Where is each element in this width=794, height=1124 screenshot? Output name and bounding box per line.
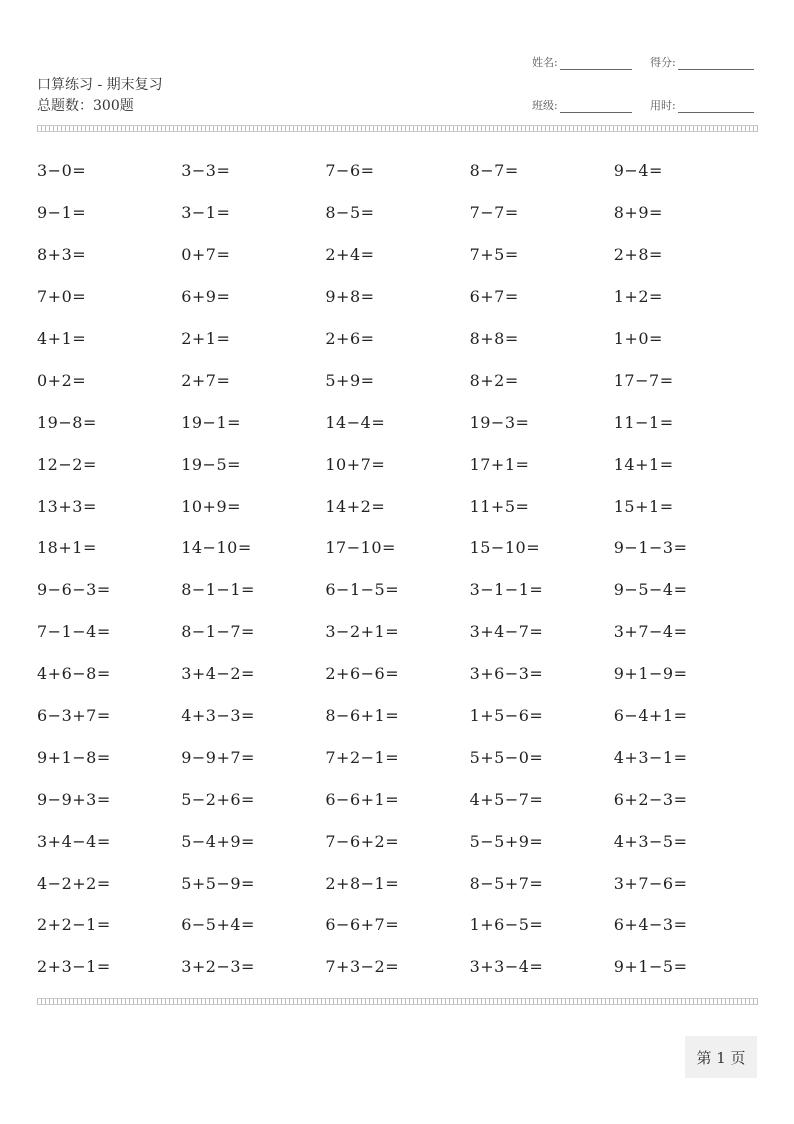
problem-item: 8+3= (37, 245, 87, 265)
problem-item: 15+1= (613, 496, 674, 516)
problem-item: 13+3= (37, 496, 97, 516)
problem-item: 17−7= (613, 370, 674, 390)
problem-item: 6−6+1= (325, 789, 400, 809)
problem-item: 12−2= (37, 454, 97, 474)
problem-item: 7−1−4= (37, 622, 111, 642)
problem-row (37, 653, 758, 695)
problem-item: 1+0= (613, 329, 663, 348)
problem-item: 9+1−5= (613, 957, 688, 977)
problem-item: 7−7= (469, 203, 519, 223)
problem-item: 9−4= (613, 161, 663, 181)
problem-item: 4+3−3= (181, 706, 255, 726)
problem-item: 10+9= (181, 496, 242, 516)
class-blank[interactable] (560, 100, 632, 113)
problem-item: 9−9+3= (37, 789, 111, 809)
problem-row (37, 318, 758, 360)
problem-row (37, 695, 758, 737)
problem-item: 0+2= (37, 370, 87, 390)
score-field[interactable] (650, 54, 754, 70)
time-blank[interactable] (678, 100, 754, 113)
problem-item: 5+5−0= (469, 747, 544, 767)
problem-item: 4+3−1= (613, 747, 688, 767)
problem-row (37, 401, 758, 443)
problem-item: 1+2= (613, 287, 663, 307)
problem-item: 8−7= (469, 161, 519, 181)
problem-item: 7−6= (325, 161, 375, 181)
problem-item: 6−1−5= (325, 580, 400, 600)
problem-item: 8+9= (613, 203, 663, 223)
name-blank[interactable] (560, 57, 632, 70)
problem-item: 3+4−2= (181, 664, 255, 684)
problem-item: 2+1= (181, 329, 231, 348)
problem-item: 5+5−9= (181, 873, 255, 893)
score-blank[interactable] (678, 57, 754, 70)
score-label: 得分: (650, 56, 676, 69)
problem-item: 15−10= (469, 538, 541, 558)
problem-row (37, 150, 758, 192)
problem-item: 11+5= (469, 496, 530, 516)
problem-item: 14−10= (181, 538, 252, 558)
problem-item: 6+7= (469, 287, 519, 307)
problem-item: 0+7= (181, 245, 231, 265)
problem-item: 19−3= (469, 412, 530, 432)
problem-item: 9−9+7= (181, 747, 255, 767)
problem-item: 6−5+4= (181, 915, 255, 935)
problem-item: 3−1−1= (469, 580, 544, 600)
problem-item: 8−5= (325, 203, 375, 223)
problem-item: 9+1−9= (613, 664, 688, 684)
problem-row (37, 946, 758, 988)
problem-item: 9−1= (37, 203, 87, 223)
top-divider (37, 125, 758, 132)
problem-item: 4−2+2= (37, 873, 111, 893)
problem-row (37, 359, 758, 401)
class-label: 班级: (532, 99, 558, 112)
problem-row (37, 820, 758, 862)
problem-item: 7−6+2= (325, 831, 400, 851)
problem-row (37, 443, 758, 485)
problem-item: 8−5+7= (469, 873, 544, 893)
problem-item: 19−1= (181, 412, 242, 432)
problem-row (37, 276, 758, 318)
problem-row (37, 192, 758, 234)
problem-item: 8−1−1= (181, 580, 255, 600)
problem-item: 18+1= (37, 538, 97, 558)
problem-item: 3+7−4= (613, 622, 688, 642)
problem-item: 6−4+1= (613, 706, 688, 726)
problem-grid (37, 150, 758, 988)
problem-item: 5+9= (325, 370, 375, 390)
problem-item: 5−5+9= (469, 831, 544, 851)
problem-item: 2+8= (613, 245, 663, 265)
problem-item: 1+6−5= (469, 915, 544, 935)
page-number: 第 1 页 (685, 1036, 757, 1078)
problem-item: 4+6−8= (37, 664, 111, 684)
problem-item: 17−10= (325, 538, 396, 558)
problem-row (37, 778, 758, 820)
problem-item: 9+8= (325, 287, 375, 307)
problem-item: 9−1−3= (613, 538, 688, 558)
problem-item: 10+7= (325, 454, 386, 474)
problem-item: 6+4−3= (613, 915, 688, 935)
problem-item: 3−3= (181, 161, 231, 181)
time-field[interactable] (650, 97, 754, 113)
problem-item: 4+3−5= (613, 831, 688, 851)
problem-item: 2+2−1= (37, 915, 111, 935)
problem-item: 9+1−8= (37, 747, 111, 767)
problem-item: 19−5= (181, 454, 242, 474)
problem-item: 3+4−7= (469, 622, 544, 642)
problem-item: 7+0= (37, 287, 87, 307)
problem-item: 7+2−1= (325, 747, 400, 767)
problem-item: 3−1= (181, 203, 231, 223)
worksheet-title: 口算练习 - 期末复习 (37, 77, 163, 93)
name-field[interactable] (532, 54, 632, 70)
problem-item: 2+6−6= (325, 664, 400, 684)
problem-item: 6−6+7= (325, 915, 400, 935)
problem-item: 2+4= (325, 245, 375, 265)
problem-item: 3−0= (37, 161, 87, 181)
problem-item: 5−2+6= (181, 789, 255, 809)
bottom-divider (37, 998, 758, 1005)
problem-item: 2+6= (325, 329, 375, 348)
problem-item: 9−5−4= (613, 580, 688, 600)
problem-row (37, 569, 758, 611)
problem-item: 8+2= (469, 370, 519, 390)
problem-item: 5−4+9= (181, 831, 255, 851)
problem-item: 4+5−7= (469, 789, 544, 809)
problem-item: 8−6+1= (325, 706, 400, 726)
class-field[interactable] (532, 97, 632, 113)
problem-item: 1+5−6= (469, 706, 544, 726)
problem-item: 4+1= (37, 329, 87, 348)
total-count: 总题数：300题 (37, 98, 134, 114)
problem-row (37, 234, 758, 276)
problem-item: 6+2−3= (613, 789, 688, 809)
problem-item: 14+2= (325, 496, 386, 516)
problem-item: 14+1= (613, 454, 674, 474)
problem-item: 2+8−1= (325, 873, 400, 893)
problem-item: 8−1−7= (181, 622, 255, 642)
time-label: 用时: (650, 99, 676, 112)
problem-item: 6+9= (181, 287, 231, 307)
name-label: 姓名: (532, 56, 558, 69)
problem-item: 2+7= (181, 370, 231, 390)
problem-item: 2+3−1= (37, 957, 111, 977)
problem-row (37, 736, 758, 778)
problem-item: 9−6−3= (37, 580, 111, 600)
problem-item: 11−1= (613, 412, 674, 432)
problem-row (37, 862, 758, 904)
problem-item: 3+6−3= (469, 664, 544, 684)
problem-row (37, 527, 758, 569)
problem-item: 3+3−4= (469, 957, 544, 977)
problem-row (37, 485, 758, 527)
problem-item: 14−4= (325, 412, 386, 432)
problem-item: 7+5= (469, 245, 519, 265)
problem-item: 6−3+7= (37, 706, 111, 726)
problem-item: 17+1= (469, 454, 530, 474)
problem-item: 7+3−2= (325, 957, 400, 977)
problem-item: 8+8= (469, 329, 519, 348)
problem-row (37, 904, 758, 946)
problem-item: 19−8= (37, 412, 97, 432)
problem-item: 3+2−3= (181, 957, 255, 977)
problem-row (37, 611, 758, 653)
problem-item: 3+7−6= (613, 873, 688, 893)
problem-item: 3+4−4= (37, 831, 111, 851)
problem-item: 3−2+1= (325, 622, 400, 642)
